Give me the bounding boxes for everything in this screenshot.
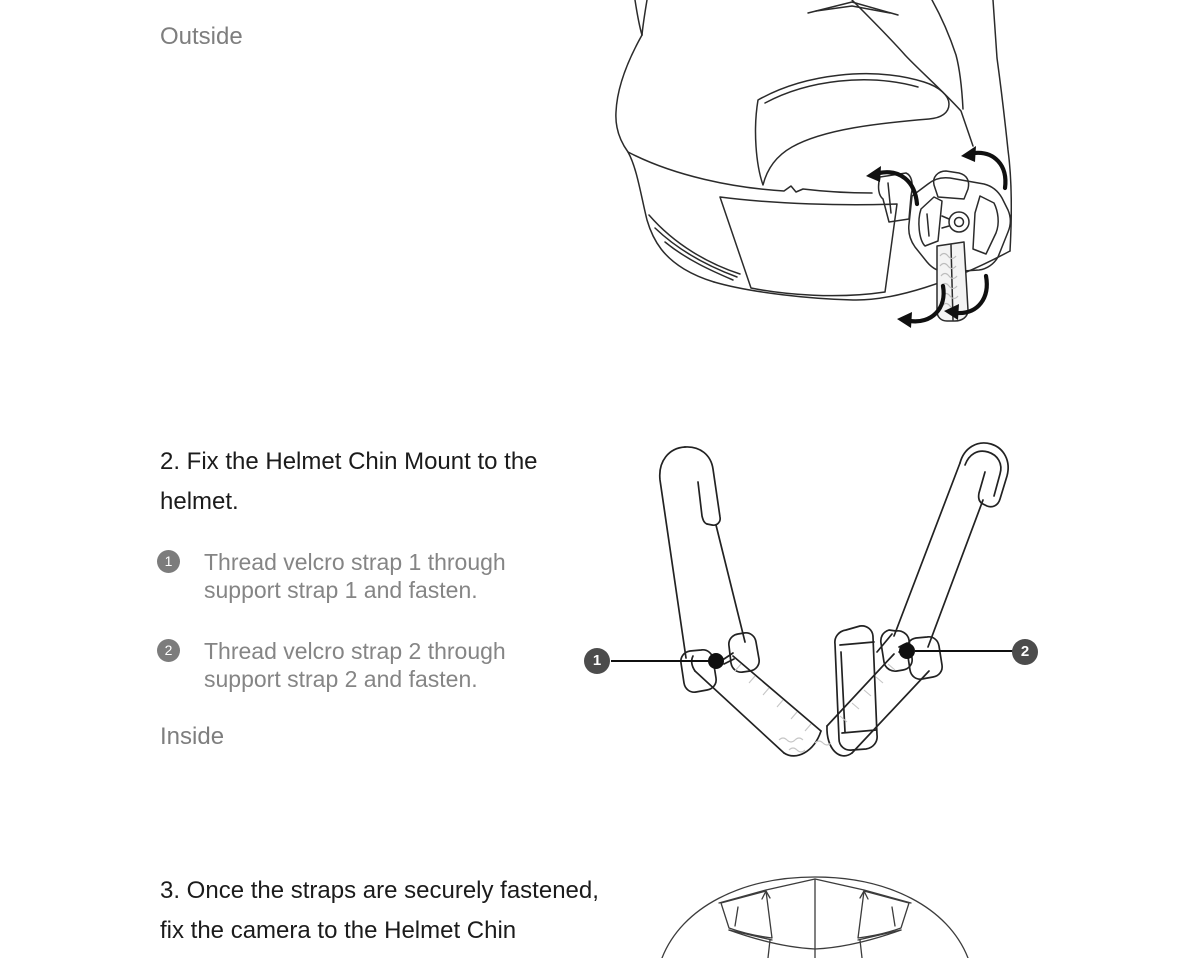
step-item-1 <box>157 548 542 604</box>
step-2-text: Thread velcro strap 2 through support strap 2 and fasten. <box>204 638 506 692</box>
helmet-front-illustration <box>648 862 978 958</box>
step-item-2 <box>157 637 542 693</box>
section-2-steps <box>157 548 542 693</box>
section-3-heading: 3. Once the straps are securely fastened, fix the camera to the Helmet Chin <box>160 877 599 944</box>
step-2-badge: 2 <box>157 639 180 662</box>
callout-2-anchor-dot <box>899 643 915 659</box>
section-2-heading: 2. Fix the Helmet Chin Mount to the helmet. <box>160 448 538 515</box>
inside-label: Inside <box>160 723 225 750</box>
winding-arrows <box>866 146 1005 328</box>
straps-inside-illustration <box>583 440 1043 770</box>
callout-2-badge: 2 <box>1012 639 1038 665</box>
step-1-text: Thread velcro strap 1 through support strap 1 and fasten. <box>204 549 506 603</box>
outside-label: Outside <box>160 23 243 50</box>
callout-1-anchor-dot <box>708 653 724 669</box>
step-1-badge: 1 <box>157 550 180 573</box>
helmet-outside-illustration <box>612 0 1012 335</box>
callout-1-badge: 1 <box>584 648 610 674</box>
